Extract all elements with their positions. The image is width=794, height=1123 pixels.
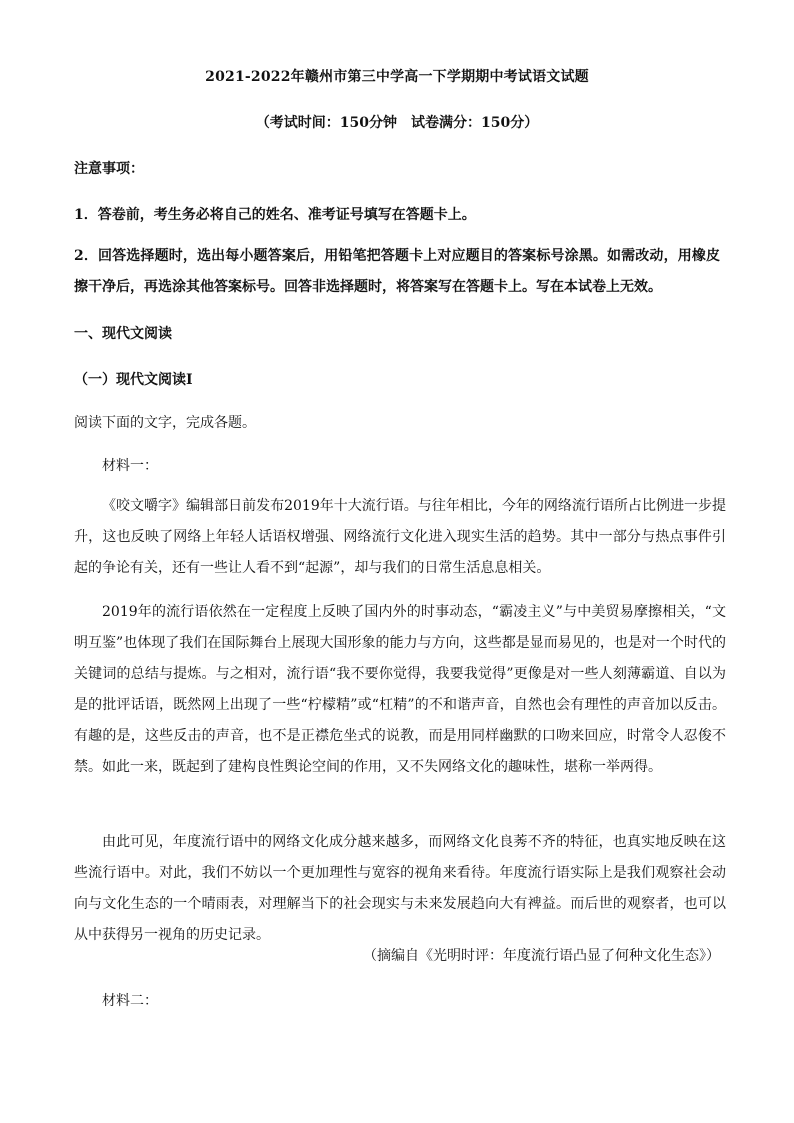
- notice-item-1: 1．答卷前，考生务必将自己的姓名、准考证号填写在答题卡上。: [74, 207, 476, 223]
- material1-source: （摘编自《光明时评：年度流行语凸显了何种文化生态》）: [363, 948, 720, 964]
- section-subheading: （一）现代文阅读Ⅰ: [74, 372, 193, 388]
- material1-paragraph-3: 由此可见，年度流行语中的网络文化成分越来越多，而网络文化良莠不齐的特征，也真实地反映在这些流行语中。对此，我们不妨以一个更加理性与宽容的视角来看待。年度流行语实际上是我们观察社会动向与文化生态的一个晴雨表，对理解当下的社会现实与未来发展趋向大有裨益。而后世的观察者，也可以从中获得另一视角的历史记录。: [74, 834, 726, 943]
- notice-heading: 注意事项：: [74, 161, 144, 177]
- material2-label: 材料二：: [102, 993, 158, 1009]
- exam-info: （考试时间：150分钟 试卷满分：150分）: [255, 115, 539, 131]
- section-heading: 一、现代文阅读: [74, 326, 172, 342]
- material1-label: 材料一：: [102, 458, 158, 474]
- material1-paragraph-1: 《咬文嚼字》编辑部日前发布2019年十大流行语。与往年相比，今年的网络流行语所占比例进一步提升，这也反映了网络上年轻人话语权增强、网络流行文化进入现实生活的趋势。其中一部分与热点事件引起的争论有关，还有一些让人看不到“起源”，却与我们的日常生活息息相关。: [74, 498, 726, 576]
- notice-item-2: 2．回答选择题时，选出每小题答案后，用铅笔把答题卡上对应题目的答案标号涂黑。如需改动，用橡皮擦干净后，再选涂其他答案标号。回答非选择题时，将答案写在答题卡上。写在本试卷上无效。: [74, 248, 720, 295]
- material1-paragraph-2: 2019年的流行语依然在一定程度上反映了国内外的时事动态，“霸凌主义”与中美贸易摩擦相关，“文明互鉴”也体现了我们在国际舞台上展现大国形象的能力与方向，这些都是显而易见的，也是对一个时代的关键词的总结与提炼。与之相对，流行语“我不要你觉得，我要我觉得”更像是对一些人刻薄霸道、自以为是的批评话语，既然网上出现了一些“柠檬精”或“杠精”的不和谐声音，自然也会有理性的声音加以反击。有趣的是，这些反击的声音，也不是正襟危坐式的说教，而是用同样幽默的口吻来回应，时常令人忍俊不禁。如此一来，既起到了建构良性舆论空间的作用，又不失网络文化的趣味性，堪称一举两得。: [74, 604, 726, 775]
- reading-instruction: 阅读下面的文字，完成各题。: [74, 415, 256, 431]
- page-title: 2021-2022年赣州市第三中学高一下学期期中考试语文试题: [205, 69, 589, 85]
